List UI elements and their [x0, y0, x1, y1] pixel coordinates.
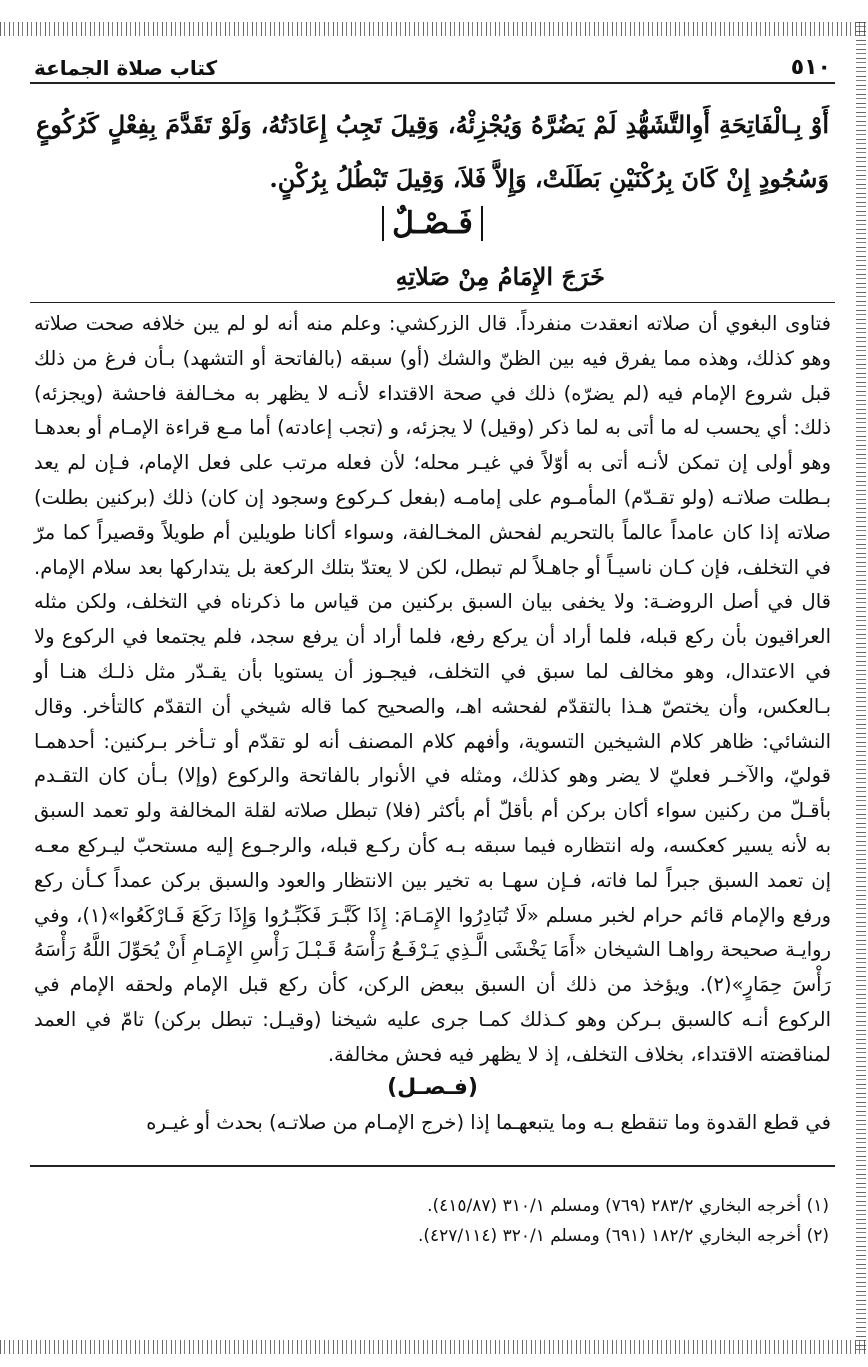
page-header — [30, 42, 835, 84]
footnote-1: (١) أخرجه البخاري ٢٨٣/٢ (٧٦٩) ومسلم ٣١٠/١ (٤١٥/٨٧). — [427, 1195, 829, 1216]
ornamental-border-right — [856, 22, 866, 1354]
section-heading-fasl-2: (فـصـل) — [387, 1074, 478, 1100]
book-title: كتاب صلاة الجماعة — [34, 56, 218, 80]
book-page — [30, 42, 835, 1332]
section-subheading: خَرَجَ الإِمَامُ مِنْ صَلاتِهِ — [30, 252, 835, 303]
section-2-intro: في قطع القدوة وما تنقطع بـه وما يتبعهـما إذا (خرج الإمـام من صلاتـه) بحدث أو غيـره — [30, 1107, 835, 1167]
footnotes — [30, 1191, 835, 1251]
ornamental-border-bottom — [0, 1340, 868, 1354]
matn-text: أَوْ بِـالْفَاتِحَةِ أَوِالتَّشَهُّدِ لَمْ يَضُرَّهُ وَيُجْزِئْهُ، وَقِيلَ تَجِبُ إِعَادَتُهُ، وَلَوْ تَقَدَّمَ بِفِعْلٍ كَرُكُوعٍ وَسُجُودٍ إِنْ كَانَ بِرُكْنَيْنِ بَطَلَتْ، وَإِلاَّ فَلاَ، وَقِيلَ تَبْطُلُ بِرُكْنٍ. — [36, 110, 829, 193]
commentary-text — [30, 307, 835, 1073]
section-heading-fasl — [30, 206, 835, 250]
ornamental-border-top — [0, 22, 868, 36]
page-number: ٥١٠ — [790, 55, 831, 80]
footnote-2: (٢) أخرجه البخاري ١٨٢/٢ (٦٩١) ومسلم ٣٢٠/١ (٤٢٧/١١٤). — [417, 1225, 829, 1246]
section-heading-label: فَـصْـلٌ — [382, 206, 483, 241]
commentary-paragraph: فتاوى البغوي أن صلاته انعقدت منفرداً. قال الزركشي: وعلم منه أنه لو لم يبن خلافه صحت صلاته وهو كذلك، وهذه مما يفرق فيه بين الظنّ والشك (أو) سبقه (بالفاتحة أو التشهد) بـأن فرغ من ذلك قبل شروع الإمام فيه (لم يضرّه) ذلك في صحة الاقتداء لأنـه لا يظهر به مخـالفة فاحشة (ويجزئه) ذلك: أي يحسب له ما أتى به لما ذكر (وقيل) لا يجزئه، و (تجب إعادته) أما مـع قراءة الإمـام أو بعدهـا وهو أولى إن تمكن لأنـه أتى به أوّلاً في غيـر محله؛ لأن فعله مرتب على فعل الإمام، فـإن لم يعد بـطلت صلاتـه (ولو تقـدّم) المأمـوم على إمامـه (بفعل كـركوع وسجود إن كان) ذلك (بركنين بطلت) صلاته إذا كان عامداً عالماً بالتحريم لفحش المخـالفة، وسواء أكانا طويلين أم طويلاً وقصيراً كما مرّ في التخلف، فإن كـان ناسيـاً أو جاهـلاً لم تبطل، لكن لا يعتدّ بتلك الركعة بل يتداركها بعد سلام الإمام. قال في أصل الروضـة: ولا يخفى بيان السبق بركنين من قياس ما ذكرناه في التخلف، ولكن مثله العراقيون بأن ركع قبله، فلما أراد أن يركع رفع، فلما أراد أن يرفع سجد، فلم يجتمعا في الركوع ولا في الاعتدال، وهو مخالف لما سبق في التخلف، فيجـوز أن يستويا بأن يقـدّر مثل ذلـك هنـا أو بـالعكس، وأن يختصّ هـذا بالتقدّم لفحشه اهـ، والصحيح كما قاله شيخي أن التقدّم كالتأخر. وقال النشائي: ظاهر كلام الشيخين التسوية، وأفهم كلام المصنف أنه لو تقدّم أو تـأخر بـركنين: أحدهمـا قوليّ، والآخـر فعليّ لا يضر وهو كذلك، ومثله في الأنوار بالفاتحة والركوع (وإلا) بـأن كان التقـدم بأقـلّ من ركنين سواء أكان بركن أم بأقلّ أم بأكثر (فلا) تبطل صلاته لقلة المخالفة ولو تعمد السبق به لأنه يسير كعكسه، وله انتظاره فيما سبقه بـه كأن ركـع قبله، والرجـوع إليه مستحبّ ليـركع معـه إن تعمد السبق جبراً لما فاته، فـإن سهـا به تخير بين الانتظار والعود والسبق بركن عمداً كـأن ركع ورفع والإمام قائم حرام لخبر مسلم «لَا تُبَادِرُوا الإِمَـامَ: إِذَا كَبَّـرَ فَكَبِّـرُوا وَإِذَا رَكَعَ فَـارْكَعُوا»(١)، وفي روايـة صحيحة رواهـا الشيخان «أَمَا يَخْشَى الَّـذِي يَـرْفَـعُ رَأْسَهُ قَـبْـلَ رَأْسِ الإِمَـامِ أَنْ يُحَوِّلَ اللَّهُ رَأْسَهُ رَأْسَ حِمَارٍ»(٢). ويؤخذ من ذلك أن السبق ببعض الركن، كأن ركع قبل الإمام ولحقه الإمام في الركوع أنـه كالسبق بـركن وهو كـذلك كمـا جرى عليه شيخنا (وقيـل: تبطل بركن) تامّ في العمد لمناقضته الاقتداء، بخلاف التخلف، إذ لا يظهر فيه فحش مخالفة. — [34, 312, 832, 1066]
